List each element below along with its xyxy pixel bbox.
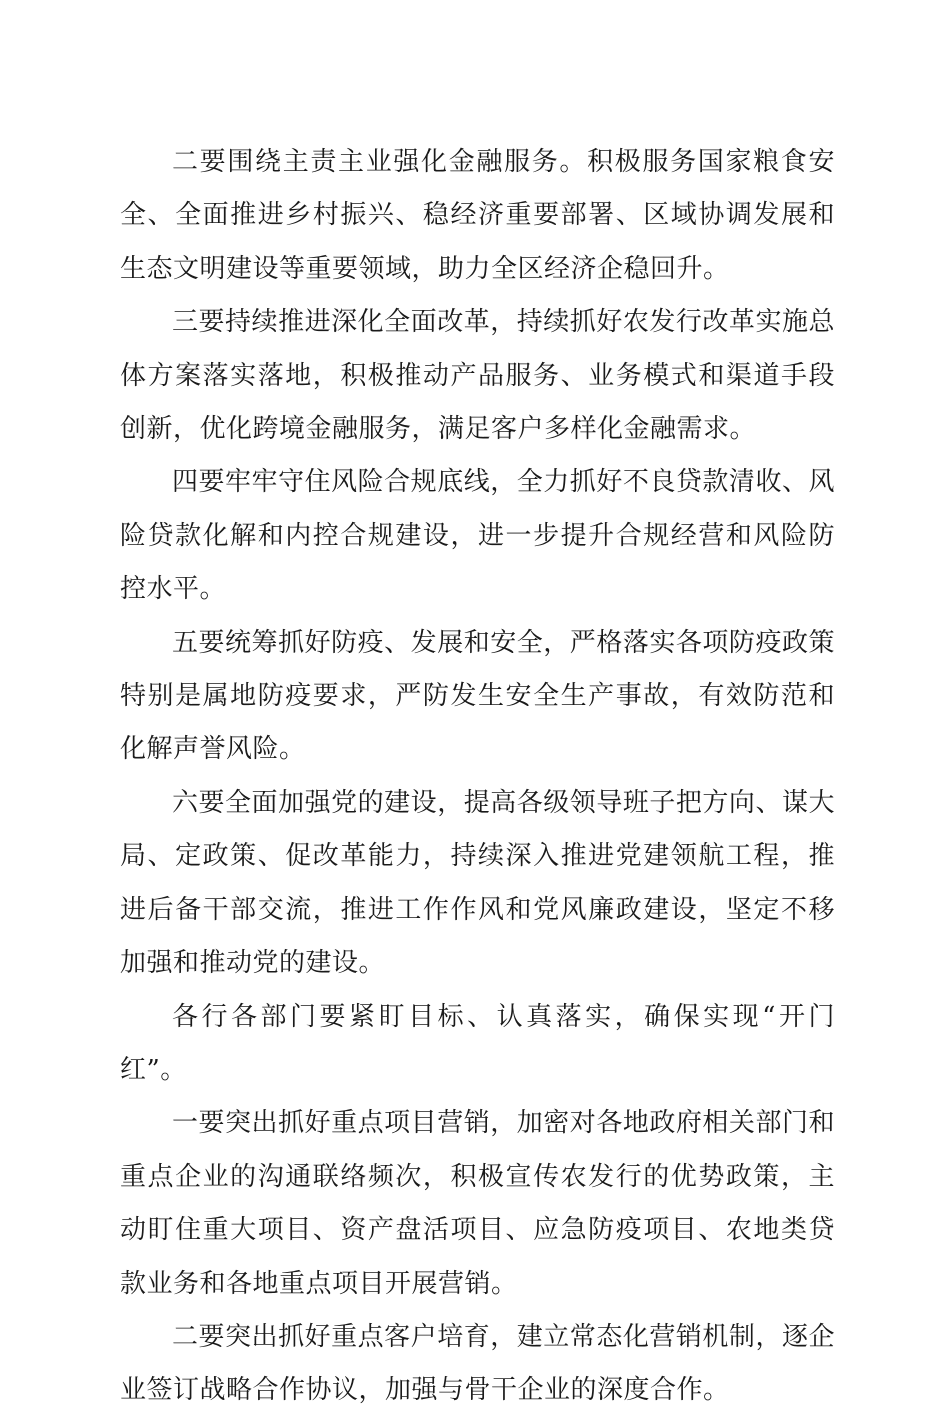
paragraph-3-reform: 三要持续推进深化全面改革，持续抓好农发行改革实施总体方案落实落地，积极推动产品服务、业务模式和渠道手段创新，优化跨境金融服务，满足客户多样化金融需求。 xyxy=(120,307,835,445)
paragraph-2-client-cultivation: 二要突出抓好重点客户培育，建立常态化营销机制，逐企业签订战略合作协议，加强与骨干企业的深度合作。 xyxy=(120,1321,835,1406)
document-body xyxy=(120,136,835,1418)
paragraph-4-risk-compliance: 四要牢牢守住风险合规底线，全力抓好不良贷款清收、风险贷款化解和内控合规建设，进一步提升合规经营和风险防控水平。 xyxy=(120,467,835,605)
paragraph-6-party-building: 六要全面加强党的建设，提高各级领导班子把方向、谋大局、定政策、促改革能力，持续深入推进党建领航工程，推进后备干部交流，推进工作作风和党风廉政建设，坚定不移加强和推动党的建设。 xyxy=(120,787,835,979)
paragraph-5-epidemic-safety: 五要统筹抓好防疫、发展和安全，严格落实各项防疫政策特别是属地防疫要求，严防发生安全生产事故，有效防范和化解声誉风险。 xyxy=(120,627,835,765)
paragraph-departments-goal: 各行各部门要紧盯目标、认真落实，确保实现“开门红”。 xyxy=(120,1001,835,1085)
paragraph-2-financial-services: 二要围绕主责主业强化金融服务。积极服务国家粮食安全、全面推进乡村振兴、稳经济重要部署、区域协调发展和生态文明建设等重要领域，助力全区经济企稳回升。 xyxy=(120,147,835,284)
paragraph-1-project-marketing: 一要突出抓好重点项目营销，加密对各地政府相关部门和重点企业的沟通联络频次，积极宣传农发行的优势政策，主动盯住重大项目、资产盘活项目、应急防疫项目、农地类贷款业务和各地重点项目开展营销。 xyxy=(120,1108,835,1299)
